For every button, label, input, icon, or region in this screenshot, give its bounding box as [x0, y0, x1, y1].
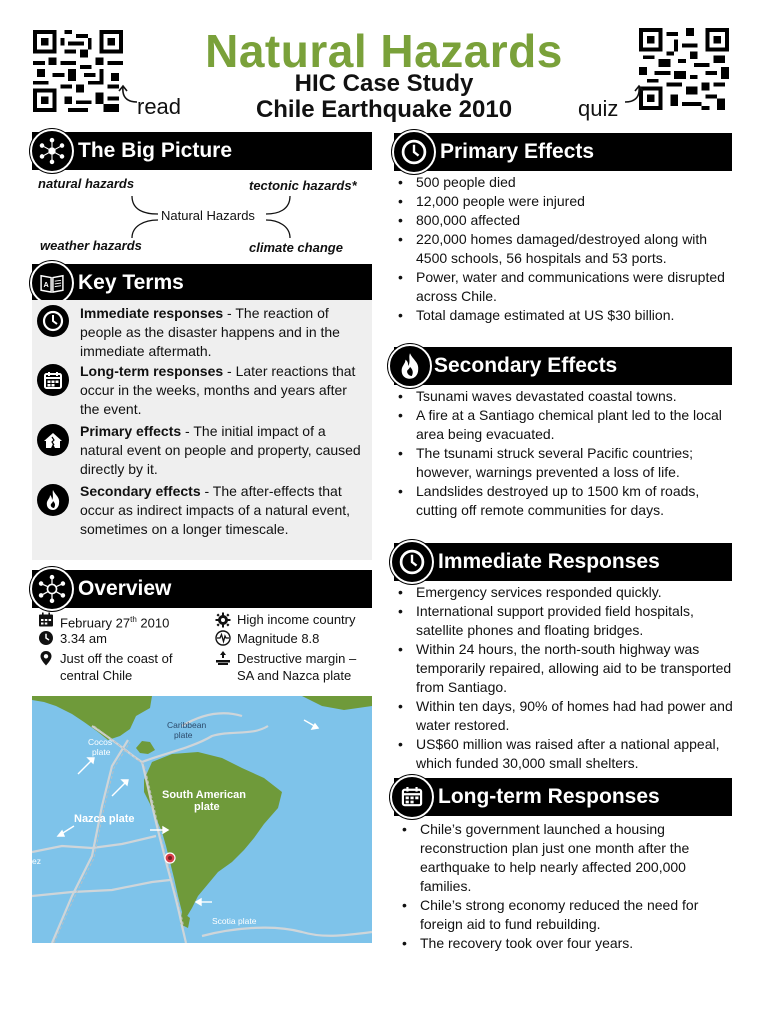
fire-icon [388, 344, 432, 388]
key-term-label: Secondary effects [80, 483, 201, 499]
location-line-1: Just off the coast of [60, 651, 173, 666]
overview-time: 3.34 am [60, 631, 107, 646]
list-item: • 12,000 people were injured [394, 192, 740, 211]
secondary-effects-list [394, 387, 740, 520]
location-line-2: central Chile [60, 668, 133, 683]
qr-read-label: read [137, 94, 182, 119]
primary-effects-header [394, 133, 732, 171]
page-subtitle-event: Chile Earthquake 2010 [255, 96, 513, 123]
date-suffix: th [130, 615, 137, 624]
big-picture-connectors [110, 188, 310, 244]
margin-line-2: SA and Nazca plate [237, 668, 352, 683]
calendar-icon [37, 364, 69, 396]
key-term-secondary-effects [80, 482, 370, 539]
key-term-definition: - The reaction of people as the disaster happens and in the immediate aftermath. [80, 305, 340, 359]
list-item: • The recovery took over four years. [398, 934, 738, 953]
key-term-definition: - Later reactions that occur in the weeks, months and years after the event. [80, 363, 356, 417]
overview-header [32, 570, 372, 608]
clock-icon [38, 630, 54, 646]
key-term-label: Primary effects [80, 423, 182, 439]
big-picture-heading: The Big Picture [78, 139, 233, 162]
long-term-responses-heading: Long-term Responses [438, 785, 660, 808]
secondary-effects-header [394, 347, 732, 385]
long-term-responses-header [394, 778, 732, 816]
key-term-immediate-responses [80, 304, 370, 361]
margin-line-1: Destructive margin – [237, 651, 357, 666]
page-title: Natural Hazards [205, 25, 563, 77]
curved-arrow-icon [118, 84, 140, 106]
qr-quiz-label: quiz [578, 96, 619, 121]
gear-icon [215, 612, 231, 628]
clock-icon [390, 540, 434, 584]
clock-icon [37, 305, 69, 337]
date-year: 2010 [136, 615, 170, 631]
list-item: • The tsunami struck several Pacific countries; however, warnings prevented a loss of life. [394, 444, 740, 482]
fire-icon [37, 484, 69, 516]
big-picture-bottom-right: climate change [249, 240, 343, 255]
key-terms-heading: Key Terms [78, 271, 184, 294]
list-item: • Emergency services responded quickly. [394, 583, 740, 602]
key-terms-header [32, 264, 372, 302]
calendar-icon [38, 612, 54, 628]
seismograph-icon [215, 630, 231, 646]
location-pin-icon [38, 650, 54, 666]
date-day: February 27 [60, 615, 131, 631]
overview-location [60, 650, 173, 684]
clock-icon [392, 130, 436, 174]
hub-icon [30, 567, 74, 611]
book-icon [30, 261, 74, 305]
list-item: • International support provided field hospitals, satellite phones and floating bridges. [394, 602, 740, 640]
key-term-label: Immediate responses [80, 305, 224, 321]
long-term-responses-list [398, 820, 738, 953]
list-item: • Power, water and communications were disrupted across Chile. [394, 268, 740, 306]
key-term-definition: - The after-effects that occur as indirect impacts of a natural event, sometimes on a longer timescale. [80, 483, 351, 537]
list-item: • 220,000 homes damaged/destroyed along with 4500 schools, 56 hospitals and 53 ports. [394, 230, 740, 268]
overview-magnitude: Magnitude 8.8 [237, 631, 320, 646]
key-term-primary-effects [80, 422, 370, 479]
calendar-icon [390, 775, 434, 819]
damaged-house-icon [37, 424, 69, 456]
scotia-plate-label: Scotia plate [212, 916, 257, 926]
south-american-plate-label-2: plate [194, 801, 220, 813]
cocos-plate-label: Cocos [88, 737, 113, 747]
network-icon [30, 129, 74, 173]
list-item: • 500 people died [394, 173, 740, 192]
plate-boundary-icon [215, 650, 231, 666]
key-term-long-term-responses [80, 362, 370, 419]
big-picture-header [32, 132, 372, 170]
overview-heading: Overview [78, 577, 172, 600]
list-item: • Within 24 hours, the north-south highway was temporarily repaired, allowing aid to be transported from Santiago. [394, 640, 740, 697]
south-american-plate-label: South American [162, 789, 246, 801]
cocos-plate-label-2: plate [92, 747, 111, 757]
tectonic-plates-map [32, 696, 372, 943]
list-item: • 800,000 affected [394, 211, 740, 230]
big-picture-top-left: natural hazards [38, 176, 135, 191]
big-picture-top-right: tectonic hazards* [249, 178, 357, 193]
immediate-responses-header [394, 543, 732, 581]
svg-text:A: A [43, 280, 49, 290]
curved-arrow-icon [622, 84, 644, 106]
map-edge-label: ez [32, 856, 41, 866]
overview-date [60, 611, 169, 631]
big-picture-bottom-left: weather hazards [40, 238, 142, 253]
list-item: • US$60 million was raised after a national appeal, which funded 30,000 small shelters. [394, 735, 740, 773]
key-term-label: Long-term responses [80, 363, 224, 379]
list-item: • Total damage estimated at US $30 billion. [394, 306, 740, 325]
overview-plate-margin [237, 650, 356, 684]
qr-code-quiz[interactable] [638, 28, 730, 110]
caribbean-plate-label-2: plate [174, 730, 193, 740]
immediate-responses-heading: Immediate Responses [438, 550, 660, 573]
nazca-plate-label: Nazca plate [74, 813, 135, 825]
list-item: • Tsunami waves devastated coastal towns. [394, 387, 740, 406]
list-item: • Chile’s government launched a housing reconstruction plan just one month after the earthquake to help nearly affected 200,000 families. [398, 820, 738, 896]
page-subtitle-case-study: HIC Case Study [294, 70, 474, 97]
secondary-effects-heading: Secondary Effects [434, 354, 618, 377]
list-item: • Within ten days, 90% of homes had had power and water restored. [394, 697, 740, 735]
primary-effects-heading: Primary Effects [440, 140, 595, 163]
list-item: • Chile’s strong economy reduced the need for foreign aid to fund rebuilding. [398, 896, 738, 934]
caribbean-plate-label: Caribbean [167, 720, 207, 730]
immediate-responses-list [394, 583, 740, 773]
primary-effects-list [394, 173, 740, 325]
list-item: • A fire at a Santiago chemical plant led to the local area being evacuated. [394, 406, 740, 444]
list-item: • Landslides destroyed up to 1500 km of roads, cutting off remote communities for days. [394, 482, 740, 520]
key-term-definition: - The initial impact of a natural event on people and property, caused directly by it. [80, 423, 361, 477]
overview-income: High income country [237, 612, 356, 627]
qr-code-read[interactable] [32, 30, 124, 112]
big-picture-center: Natural Hazards [161, 208, 255, 223]
